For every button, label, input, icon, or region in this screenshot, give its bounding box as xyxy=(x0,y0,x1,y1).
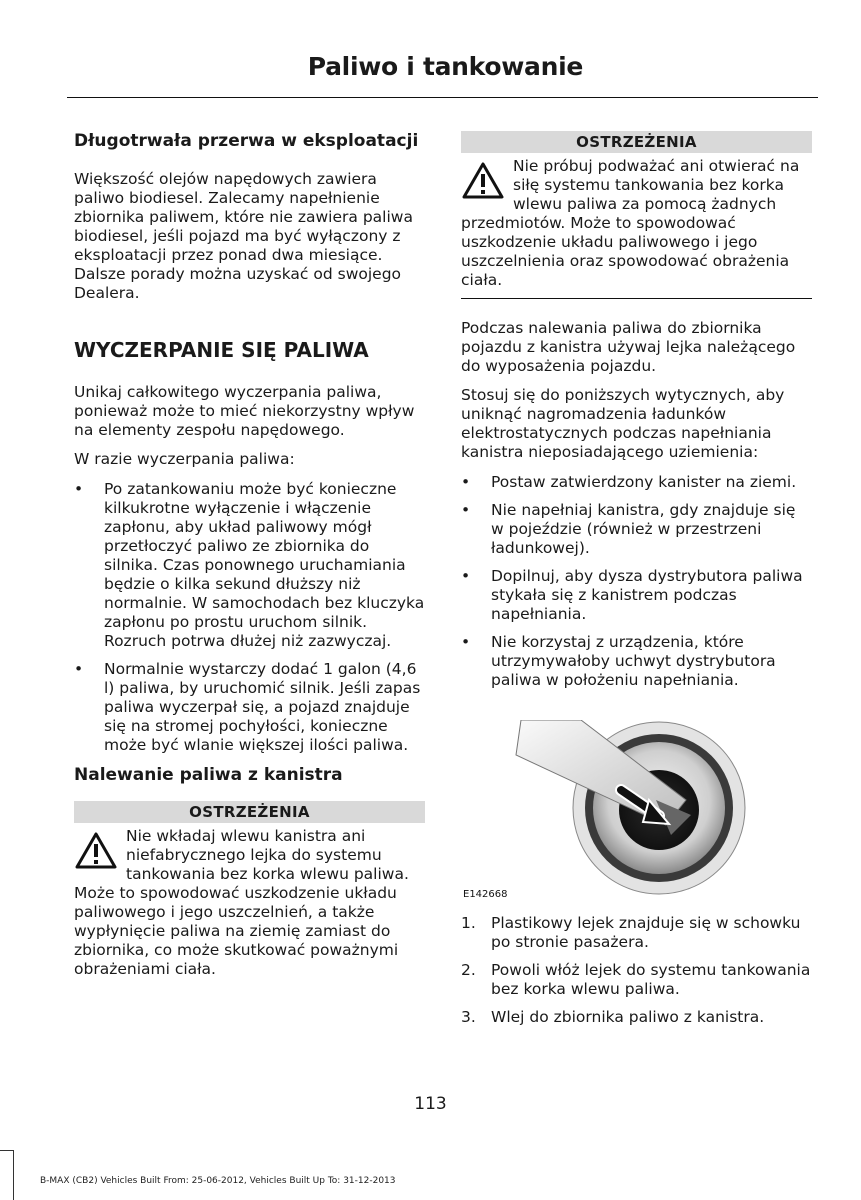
empty-text: Unikaj całkowitego wyczerpania paliwa, ponieważ może to mieć niekorzystny wpływ na elementy zespołu napędowego. xyxy=(74,383,415,439)
funnel-illustration xyxy=(461,720,812,900)
warning-body xyxy=(461,153,812,290)
step-text: Wlej do zbiornika paliwo z kanistra. xyxy=(491,1008,765,1026)
canister-para-1: Podczas nalewania paliwa do zbiornika pojazdu z kanistra używaj lejka należącego do wyposażenia pojazdu. xyxy=(461,319,796,375)
empty-bullet-list xyxy=(74,480,425,755)
list-item xyxy=(461,914,812,952)
right-column xyxy=(461,131,812,1036)
list-item: • Dopilnuj, aby dysza dystrybutora paliwa stykała się z kanistrem podczas napełniania. xyxy=(461,567,812,624)
left-warning-box xyxy=(74,801,425,979)
empty-intro: W razie wyczerpania paliwa: xyxy=(74,450,295,468)
warning-body xyxy=(74,823,425,979)
title-divider xyxy=(67,97,818,98)
warning-text: Nie próbuj podważać ani otwierać na siłę systemu tankowania bez korka wlewu paliwa za pomocą żadnych przedmiotów. Może to spowodować uszkodzenie układu paliwowego i jego uszczelnienia oraz spowodować obrażenia ciała. xyxy=(461,157,800,289)
step-text: Powoli włóż lejek do systemu tankowania bez korka wlewu paliwa. xyxy=(491,961,811,998)
list-item: • Nie korzystaj z urządzenia, które utrzymywałoby uchwyt dystrybutora paliwa w położeniu napełniania. xyxy=(461,633,812,690)
step-number: 1. xyxy=(461,914,476,932)
step-number: 3. xyxy=(461,1008,476,1026)
step-text: Plastikowy lejek znajduje się w schowku po stronie pasażera. xyxy=(491,914,801,951)
canister-heading: Nalewanie paliwa z kanistra xyxy=(74,765,343,785)
step-number: 2. xyxy=(461,961,476,979)
break-heading: Długotrwała przerwa w eksploatacji xyxy=(74,131,419,151)
empty-heading: WYCZERPANIE SIĘ PALIWA xyxy=(74,338,369,362)
warning-label: OSTRZEŻENIA xyxy=(74,801,425,823)
list-item: • Po zatankowaniu może być konieczne kilkukrotne wyłączenie i włączenie zapłonu, aby układ paliwowy mógł przetłoczyć paliwo ze zbiornika do silnika. Czas ponownego uruchamiania będzie o kilka sekund dłuższy niż normalnie. W samochodach bez kluczyka zapłonu po prostu uruchom silnik. Rozruch potrwa dłużej niż zazwyczaj. xyxy=(74,480,425,651)
left-column xyxy=(74,131,425,979)
figure-id: E142668 xyxy=(463,889,508,900)
list-item: • Normalnie wystarczy dodać 1 galon (4,6 l) paliwa, by uruchomić silnik. Jeśli zapas paliwa wyczerpał się, a pojazd znajduje się na stromej pochyłości, konieczne może być wlanie większej ilości paliwa. xyxy=(74,660,425,755)
warning-triangle-icon xyxy=(74,831,118,871)
page-number: 113 xyxy=(414,1094,447,1114)
footer-text: B-MAX (CB2) Vehicles Built From: 25-06-2012, Vehicles Built Up To: 31-12-2013 xyxy=(40,1176,396,1186)
warning-divider xyxy=(461,298,812,299)
list-item xyxy=(461,1008,812,1027)
list-item: • Postaw zatwierdzony kanister na ziemi. xyxy=(461,473,812,492)
break-text: Większość olejów napędowych zawiera paliwo biodiesel. Zalecamy napełnienie zbiornika paliwem, które nie zawiera paliwa biodiesel, jeśli pojazd ma być wyłączony z eksploatacji przez ponad dwa miesiące. Dalsze porady można uzyskać od swojego Dealera. xyxy=(74,170,413,302)
crop-mark xyxy=(0,1150,14,1200)
warning-label: OSTRZEŻENIA xyxy=(461,131,812,153)
static-bullet-list xyxy=(461,473,812,690)
right-warning-box xyxy=(461,131,812,299)
warning-text: Nie wkładaj wlewu kanistra ani niefabrycznego lejka do systemu tankowania bez korka wlewu paliwa. Może to spowodować uszkodzenie układu paliwowego i jego uszczelnień, a także wypłynięcie paliwa na ziemię zamiast do zbiornika, co może skutkować poważnymi obrażeniami ciała. xyxy=(74,827,409,978)
list-item xyxy=(461,961,812,999)
page-title: Paliwo i tankowanie xyxy=(307,52,583,81)
warning-triangle-icon xyxy=(461,161,505,201)
funnel-insertion-figure xyxy=(461,720,812,900)
step-list xyxy=(461,914,812,1027)
list-item: • Nie napełniaj kanistra, gdy znajduje się w pojeździe (również w przestrzeni ładunkowej). xyxy=(461,501,812,558)
canister-para-2: Stosuj się do poniższych wytycznych, aby uniknąć nagromadzenia ładunków elektrostatycznych podczas napełniania kanistra nieposiadającego uziemienia: xyxy=(461,386,785,461)
